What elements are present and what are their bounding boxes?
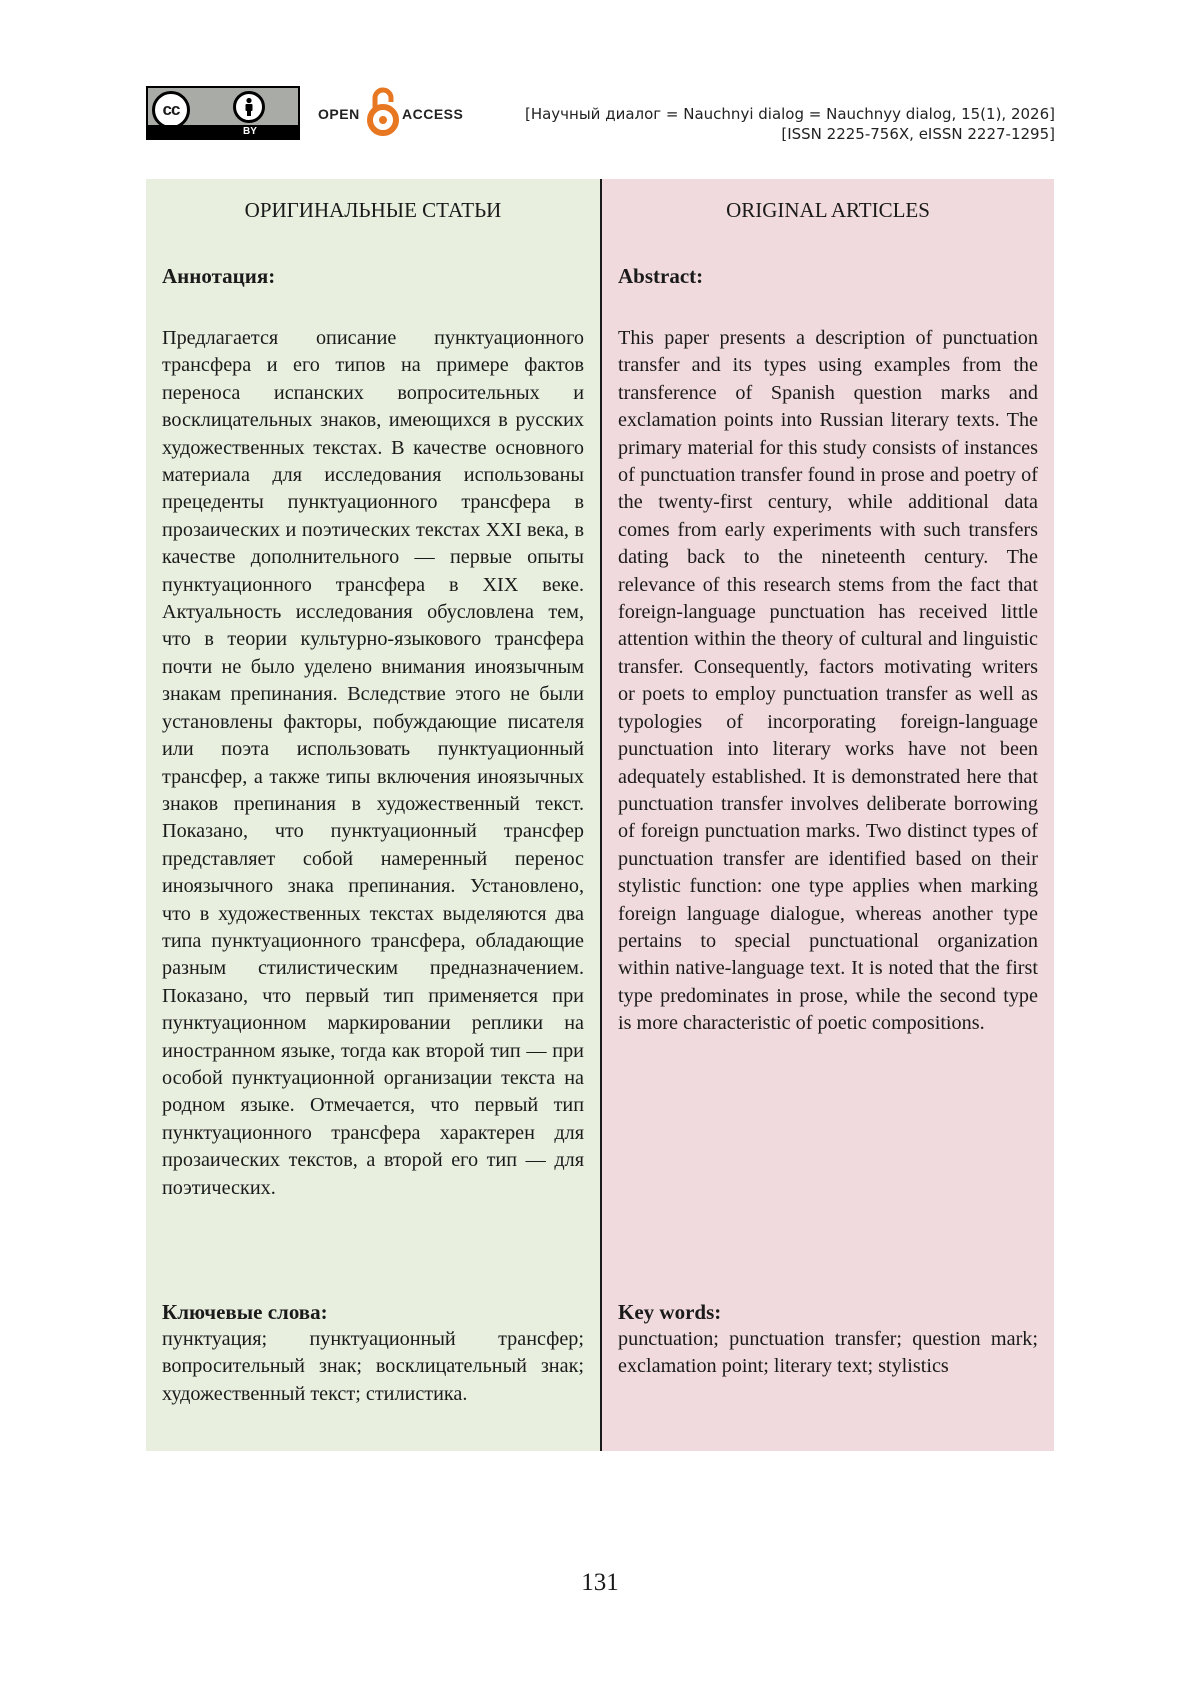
en-abstract-label: Abstract: xyxy=(618,264,704,288)
ru-abstract-text: Предлагается описание пунктуационного трансфера и его типов на примере фактов переноса испанских вопросительных и восклицательных знаков, имеющихся в русских художественных текстах. В качестве основного материала для исследования использованы прецеденты пунктуационного трансфера в прозаических и поэтических текстах XXI века, в качестве дополнительного — первые опыты пунктуационного трансфера в XIX веке. Актуальность исследования обусловлена тем, что в теории культурно-языкового трансфера почти не было уделено внимания иноязычным знакам препинания. Вследствие этого не были установлены факторы, побуждающие писателя или поэта использовать пунктуационный трансфер, а также типы включения иноязычных знаков препинания в художественный текст. Показано, что пунктуационный трансфер представляет собой намеренный перенос иноязычного знака препинания. Установлено, что в художественных текстах выделяются два типа пунктуационного трансфера, обладающие разным стилистическим предназначением. Показано, что первый тип применяется при пунктуационном маркировании реплики на иностранном языке, тогда как второй тип — при особой пунктуационной организации текста на родном языке. Отмечается, что первый тип пунктуационного трансфера характерен для прозаических текстов, а второй его тип — для поэтических. xyxy=(162,327,584,1199)
open-lock-icon xyxy=(366,86,400,138)
journal-title-line: [Научный диалог = Nauchnyi dialog = Nauchnyy dialog, 15(1), 2026] xyxy=(524,105,1055,123)
license-by-label: BY xyxy=(243,126,257,137)
en-section-title: ORIGINAL ARTICLES xyxy=(726,198,930,222)
license-strip xyxy=(148,125,298,138)
en-keywords-label: Key words: xyxy=(618,1300,722,1324)
open-access-right-label: ACCESS xyxy=(402,106,464,122)
creative-commons-icon: cc xyxy=(152,91,190,129)
ru-keywords-text: пунктуация; пунктуационный трансфер; вопросительный знак; восклицательный знак; художественный текст; стилистика. xyxy=(162,1328,584,1405)
attribution-person-icon xyxy=(233,91,265,123)
english-column xyxy=(602,179,1054,1451)
ru-keywords-label: Ключевые слова: xyxy=(162,1300,328,1324)
ru-abstract-label: Аннотация: xyxy=(162,264,276,288)
open-access-logo xyxy=(318,86,464,138)
journal-issn-line: [ISSN 2225-756X, eISSN 2227-1295] xyxy=(781,125,1055,143)
cc-by-license-badge xyxy=(146,86,300,140)
open-access-left-label: OPEN xyxy=(318,106,360,122)
russian-column xyxy=(146,179,600,1451)
journal-citation xyxy=(525,104,1055,144)
en-abstract-text: This paper presents a description of punctuation transfer and its types using examples from the transference of Spanish question marks and exclamation points into Russian literary texts. The primary material for this study consists of instances of punctuation transfer found in prose and poetry of the twenty-first century, while additional data comes from early experiments with such transfers dating back to the nineteenth century. The relevance of this research stems from the fact that foreign-language punctuation has received little attention within the theory of cultural and linguistic transfer. Consequently, factors motivating writers or poets to employ punctuation transfer as well as typologies of incorporating foreign-language punctuation into literary works have not been adequately established. It is demonstrated here that punctuation transfer involves deliberate borrowing of foreign punctuation marks. Two distinct types of punctuation transfer are identified based on their stylistic function: one type applies when marking foreign language dialogue, whereas another type pertains to special punctuational organization within native-language text. It is noted that the first type predominates in prose, while the second type is more characteristic of poetic compositions. xyxy=(618,327,1038,1035)
en-keywords-text: punctuation; punctuation transfer; question mark; exclamation point; literary text; stylistics xyxy=(618,1328,1038,1378)
page-number: 131 xyxy=(581,1569,619,1596)
ru-section-title: ОРИГИНАЛЬНЫЕ СТАТЬИ xyxy=(244,198,502,222)
